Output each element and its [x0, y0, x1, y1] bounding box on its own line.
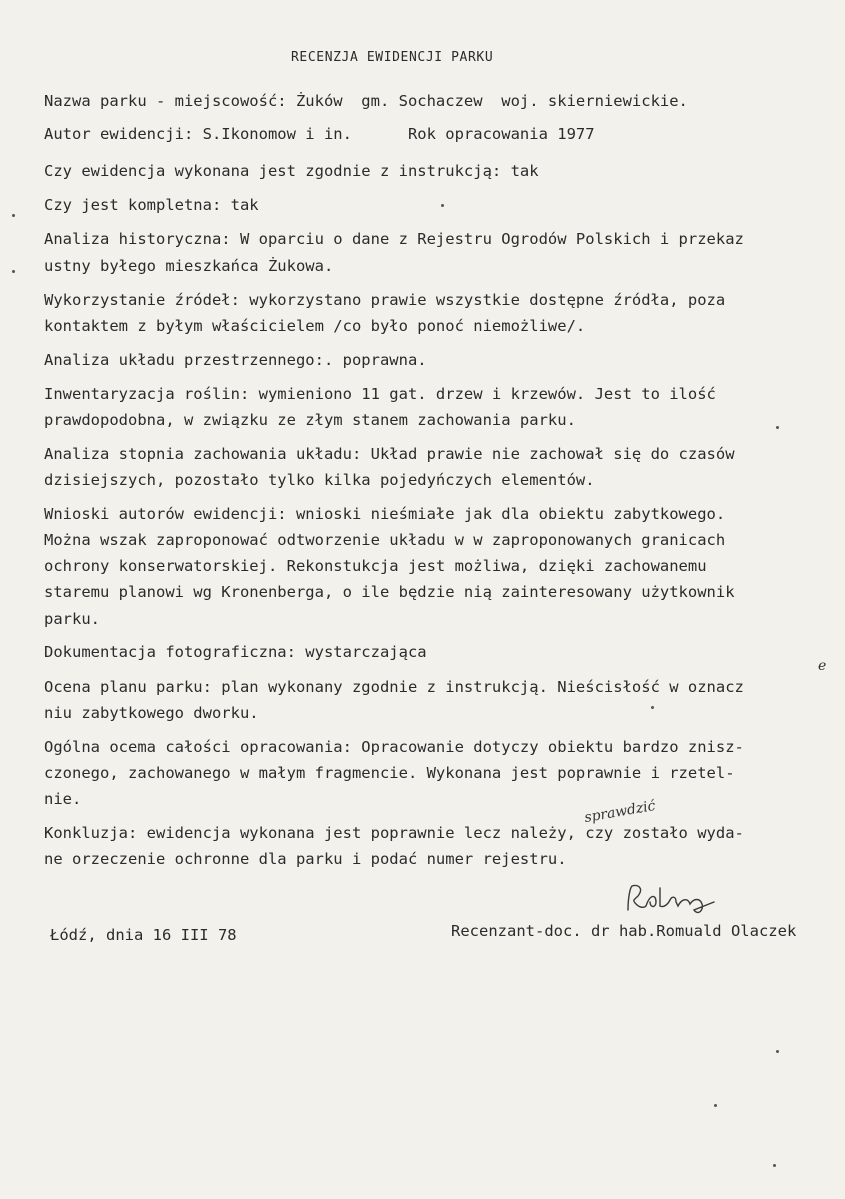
text-line: Dokumentacja fotograficzna: wystarczająca [44, 643, 427, 661]
text-line: czonego, zachowanego w małym fragmencie. Wykonana jest poprawnie i rzetel- [44, 764, 735, 782]
place-date: Łódź, dnia 16 III 78 [50, 926, 237, 944]
text-line: ustny byłego mieszkańca Żukowa. [44, 257, 334, 275]
text-line: ochrony konserwatorskiej. Rekonstukcja jest możliwa, dzięki zachowanemu [44, 557, 707, 575]
signature [622, 880, 732, 924]
text-line: Konkluzja: ewidencja wykonana jest poprawnie lecz należy, czy zostało wyda- [44, 824, 744, 842]
text-line: Analiza stopnia zachowania układu: Układ prawie nie zachował się do czasów [44, 445, 735, 463]
insertion-mark: e [818, 658, 827, 674]
text-line: staremu planowi wg Kronenberga, o ile będzie nią zainteresowany użytkownik [44, 583, 735, 601]
text-line: Czy ewidencja wykonana jest zgodnie z instrukcją: tak [44, 162, 539, 180]
speck [776, 1050, 779, 1053]
text-line: Ogólna ocema całości opracowania: Opracowanie dotyczy obiektu bardzo znisz- [44, 738, 744, 756]
speck [714, 1104, 717, 1107]
text-line: nie. [44, 790, 82, 808]
speck [651, 706, 654, 709]
speck [12, 214, 15, 217]
text-line: ne orzeczenie ochronne dla parku i podać numer rejestru. [44, 850, 567, 868]
text-line: Można wszak zaproponować odtworzenie układu w w zaproponowanych granicach [44, 531, 726, 549]
speck [12, 270, 15, 273]
document-title: RECENZJA EWIDENCJI PARKU [291, 50, 494, 65]
text-line: kontaktem z byłym właścicielem /co było ponoć niemożliwe/. [44, 317, 586, 335]
reviewer-name: Recenzant-doc. dr hab.Romuald Olaczek [451, 922, 797, 940]
text-line: Analiza historyczna: W oparciu o dane z Rejestru Ogrodów Polskich i przekaz [44, 230, 744, 248]
speck [441, 204, 444, 207]
text-line: Autor ewidencji: S.Ikonomow i in. Rok opracowania 1977 [44, 125, 595, 143]
text-line: Wnioski autorów ewidencji: wnioski nieśmiałe jak dla obiektu zabytkowego. [44, 505, 726, 523]
speck [776, 426, 779, 429]
signature-scrawl [622, 880, 732, 920]
text-line: dzisiejszych, pozostało tylko kilka pojedyńczych elementów. [44, 471, 595, 489]
text-line: Analiza układu przestrzennego:. poprawna. [44, 351, 427, 369]
text-line: Nazwa parku - miejscowość: Żuków gm. Sochaczew woj. skierniewickie. [44, 92, 688, 110]
text-line: Czy jest kompletna: tak [44, 196, 259, 214]
text-line: prawdopodobna, w związku ze złym stanem zachowania parku. [44, 411, 576, 429]
text-line: Ocena planu parku: plan wykonany zgodnie z instrukcją. Nieścisłość w oznacz [44, 678, 744, 696]
handwritten-insert: sprawdzić [583, 797, 657, 827]
text-line: Wykorzystanie źródeł: wykorzystano prawie wszystkie dostępne źródła, poza [44, 291, 726, 309]
text-line: parku. [44, 610, 100, 628]
text-line: niu zabytkowego dworku. [44, 704, 259, 722]
text-line: Inwentaryzacja roślin: wymieniono 11 gat. drzew i krzewów. Jest to ilość [44, 385, 716, 403]
speck [773, 1164, 776, 1167]
